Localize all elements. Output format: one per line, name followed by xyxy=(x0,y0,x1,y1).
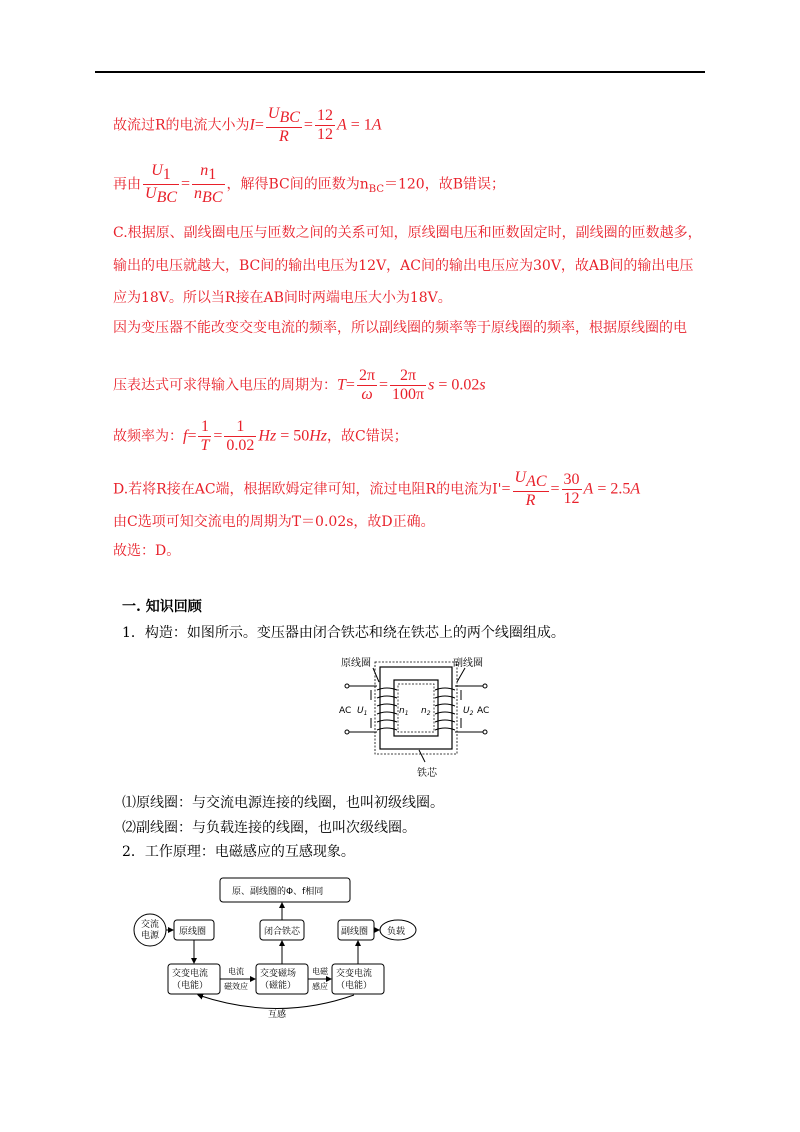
period-line: 压表达式可求得输入电压的周期为：T= $\frac{2\pi}{\omega}$ = $\frac{2\pi}{100\pi}$ s = 0.02s xyxy=(113,367,486,403)
review-item-1a: ⑴原线圈：与交流电源连接的线圈，也叫初级线圈。 xyxy=(122,795,444,811)
text-e2m-b: 磁效应 xyxy=(224,982,248,991)
text-ac-current-1a: 交变电流 xyxy=(172,969,209,979)
header-rule xyxy=(95,71,705,73)
review-item-1b: ⑵副线圈：与负载连接的线圈，也叫次级线圈。 xyxy=(122,820,416,836)
label-ac-left: AC xyxy=(339,706,352,716)
text-same-phi-f: 原、副线圈的Φ、f相同 xyxy=(232,887,324,897)
text-mutual: 互感 xyxy=(268,1010,287,1020)
text-prefix: 故流过R的电流大小为 xyxy=(113,117,250,134)
text-source-2: 电源 xyxy=(141,931,160,941)
fraction-n1-nbc: $\frac{n_1}{n_{BC}}$ xyxy=(194,162,223,206)
option-d-conclusion: 由C选项可知交流电的周期为T＝0.02s，故D正确。 xyxy=(113,514,435,530)
text-closed-core: 闭合铁芯 xyxy=(264,927,301,937)
fraction-u1-ubc: $\frac{U_1}{U_{BC}}$ xyxy=(145,162,178,206)
answer-line: 故选：D。 xyxy=(113,543,181,559)
label-u2: $U_2$ xyxy=(463,706,474,717)
text-ac-current-2a: 交变电流 xyxy=(336,969,373,979)
review-item-1: 1．构造：如图所示。变压器由闭合铁芯和绕在铁芯上的两个线圈组成。 xyxy=(122,625,565,641)
option-c-line4: 因为变压器不能改变交变电流的频率，所以副线圈的频率等于原线圈的频率，根据原线圈的电 xyxy=(113,320,687,336)
review-heading: 一. 知识回顾 xyxy=(122,599,202,615)
label-ac-right: AC xyxy=(477,706,490,716)
label-n1: $n_1$ xyxy=(399,706,409,717)
label-n2: $n_2$ xyxy=(421,706,431,717)
label-u1: $U_1$ xyxy=(357,706,368,717)
terminal-right-bottom xyxy=(483,730,487,734)
core-outer xyxy=(380,667,452,749)
fraction-12-12: $\frac{12}{12}$ xyxy=(316,106,333,143)
terminal-right-top xyxy=(483,684,487,688)
fraction-1-T: $\frac{1}{T}$ xyxy=(200,418,210,454)
turns-line: 再由 $\frac{U_1}{U_{BC}}$ = $\frac{n_1}{n_{BC}}$ ，解得BC间的匝数为$n_{BC}=120$，故B错误； xyxy=(113,162,505,206)
text-e2m-a: 电流 xyxy=(228,967,244,976)
review-item-2: 2．工作原理：电磁感应的互感现象。 xyxy=(122,844,355,860)
fraction-uac-r: $\frac{U_{AC}}{R}$ xyxy=(514,469,547,509)
var-I: I xyxy=(249,116,255,134)
option-c-line1: C.根据原、副线圈电压与匝数之间的关系可知，原线圈电压和匝数固定时，副线圈的匝数越多， xyxy=(113,225,702,241)
label-core: 铁芯 xyxy=(417,768,437,779)
transformer-figure xyxy=(335,652,495,782)
core-outline-outer xyxy=(375,662,457,754)
text-source-1: 交流 xyxy=(141,920,160,930)
node-ac-source xyxy=(134,914,166,946)
text-ac-current-1b: （电能） xyxy=(172,981,209,991)
label-secondary: 副线圈 xyxy=(453,658,483,669)
label-primary: 原线圈 xyxy=(341,658,371,669)
fraction-2pi-omega: $\frac{2\pi}{\omega}$ xyxy=(358,367,376,403)
text-m2e-b: 感应 xyxy=(312,982,328,991)
text-secondary: 副线圈 xyxy=(341,927,369,937)
text-ac-field-b: （磁能） xyxy=(260,981,297,991)
option-c-line3: 应为18V。所以当R接在AB间时两端电压大小为18V。 xyxy=(113,290,452,306)
option-c-line2: 输出的电压就越大，BC间的输出电压为12V，AC间的输出电压应为30V，故AB间的输出电压 xyxy=(113,258,694,274)
flow-diagram xyxy=(128,872,428,1022)
fraction-1-002: $\frac{1}{0.02}$ xyxy=(226,418,255,454)
current-line: 故流过R的电流大小为I= $\frac{U_{BC}}{R}$ = $\frac{12}{12}$ A = 1A xyxy=(113,105,382,145)
text-load: 负载 xyxy=(387,927,406,937)
frequency-line: 故频率为：f= $\frac{1}{T}$ = $\frac{1}{0.02}$ Hz = 50Hz，故C错误； xyxy=(113,418,408,454)
fraction-ubc-r: $\frac{U_{BC}}{R}$ xyxy=(267,105,300,145)
text-ac-field-a: 交变磁场 xyxy=(260,969,297,979)
terminal-left-bottom xyxy=(345,730,349,734)
text-primary: 原线圈 xyxy=(179,927,207,937)
option-d-line: D.若将R接在AC端，根据欧姆定律可知，流过电阻R的电流为I'= $\frac{U_{AC}}{R}$ = $\frac{30}{12}$ A = 2.5A xyxy=(113,469,641,509)
text-m2e-a: 电磁 xyxy=(312,967,328,976)
terminal-left-top xyxy=(345,684,349,688)
text-ac-current-2b: （电能） xyxy=(336,981,373,991)
fraction-2pi-100pi: $\frac{2\pi}{100\pi}$ xyxy=(392,367,425,403)
fraction-30-12: $\frac{30}{12}$ xyxy=(563,470,580,507)
